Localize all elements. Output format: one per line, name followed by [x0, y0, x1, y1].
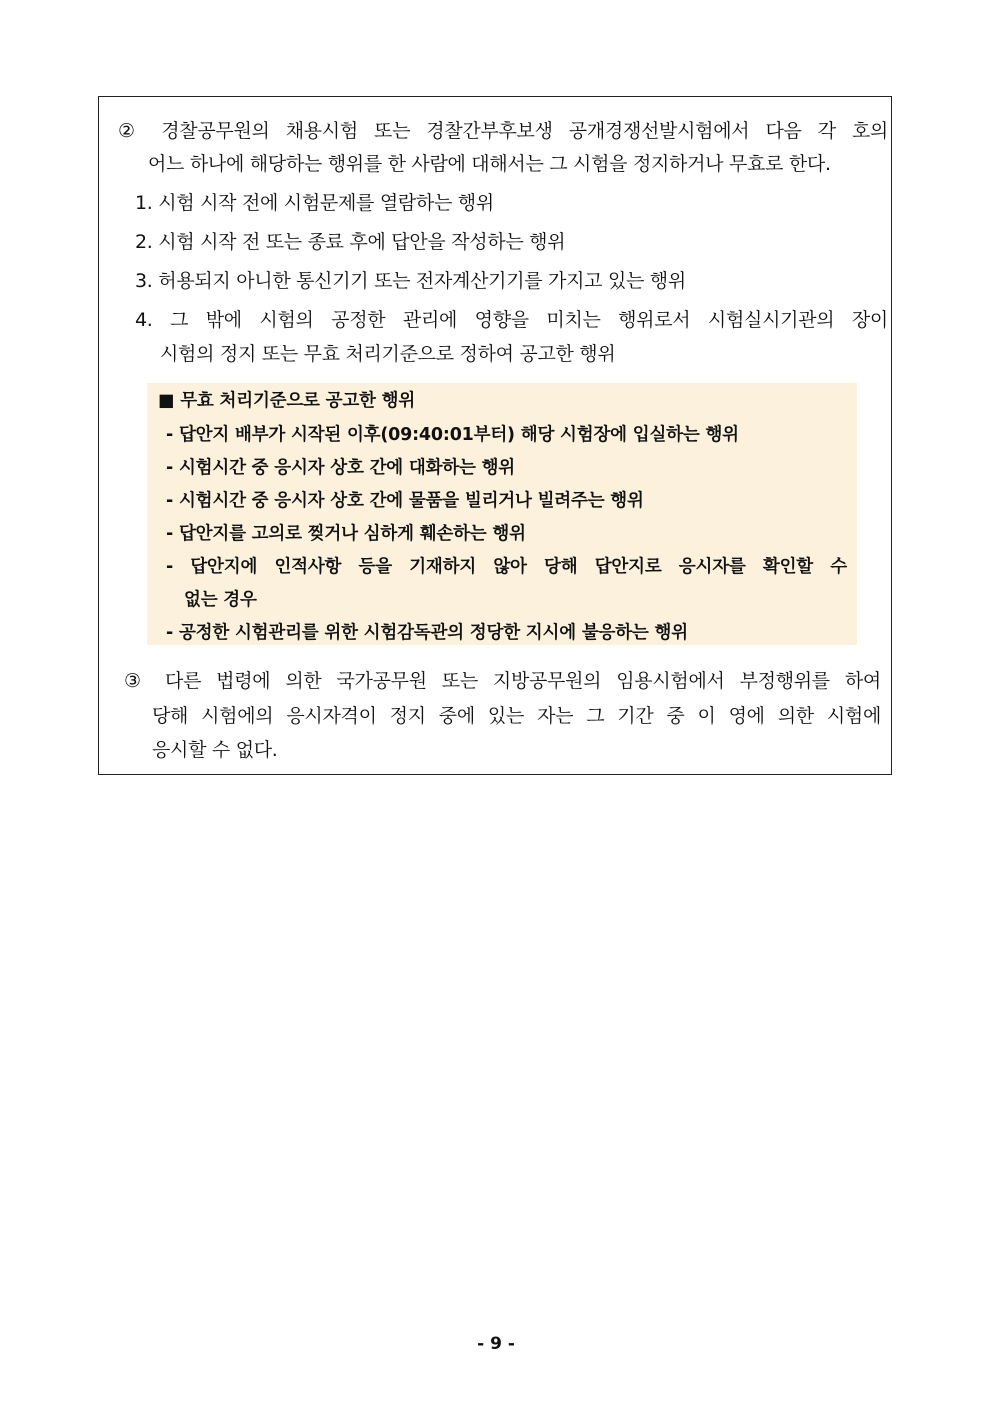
- notice-item-5-cont: 없는 경우: [184, 590, 257, 610]
- section3-line2: 당해 시험에의 응시자격이 정지 중에 있는 자는 그 기간 중 이 영에 의한 시험에: [152, 705, 881, 727]
- notice-item-6: - 공정한 시험관리를 위한 시험감독관의 정당한 지시에 불응하는 행위: [166, 623, 688, 643]
- notice-item-2: - 시험시간 중 응시자 상호 간에 대화하는 행위: [166, 458, 515, 478]
- section3-line1: ③ 다른 법령에 의한 국가공무원 또는 지방공무원의 임용시험에서 부정행위를 하여: [124, 670, 881, 692]
- section2-item-2: 2. 시험 시작 전 또는 종료 후에 답안을 작성하는 행위: [135, 231, 566, 253]
- page-number: - 9 -: [477, 1334, 515, 1354]
- notice-title: ■ 무효 처리기준으로 공고한 행위: [158, 391, 416, 411]
- section2-item-1: 1. 시험 시작 전에 시험문제를 열람하는 행위: [135, 192, 494, 214]
- section2-item-3: 3. 허용되지 아니한 통신기기 또는 전자계산기기를 가지고 있는 행위: [135, 270, 686, 292]
- section2-line2: 어느 하나에 해당하는 행위를 한 사람에 대해서는 그 시험을 정지하거나 무효로 한다.: [148, 153, 831, 175]
- section2-line1: ② 경찰공무원의 채용시험 또는 경찰간부후보생 공개경쟁선발시험에서 다음 각 호의: [118, 120, 888, 142]
- notice-item-5: - 답안지에 인적사항 등을 기재하지 않아 당해 답안지로 응시자를 확인할 수: [166, 557, 847, 577]
- section2-item-4-cont: 시험의 정지 또는 무효 처리기준으로 정하여 공고한 행위: [160, 343, 616, 365]
- notice-item-1: - 답안지 배부가 시작된 이후(09:40:01부터) 해당 시험장에 입실하는 행위: [166, 425, 739, 445]
- notice-item-3: - 시험시간 중 응시자 상호 간에 물품을 빌리거나 빌려주는 행위: [166, 491, 644, 511]
- section3-line3: 응시할 수 없다.: [152, 739, 278, 761]
- section2-item-4: 4. 그 밖에 시험의 공정한 관리에 영향을 미치는 행위로서 시험실시기관의 장이: [135, 309, 888, 331]
- notice-item-4: - 답안지를 고의로 찢거나 심하게 훼손하는 행위: [166, 524, 526, 544]
